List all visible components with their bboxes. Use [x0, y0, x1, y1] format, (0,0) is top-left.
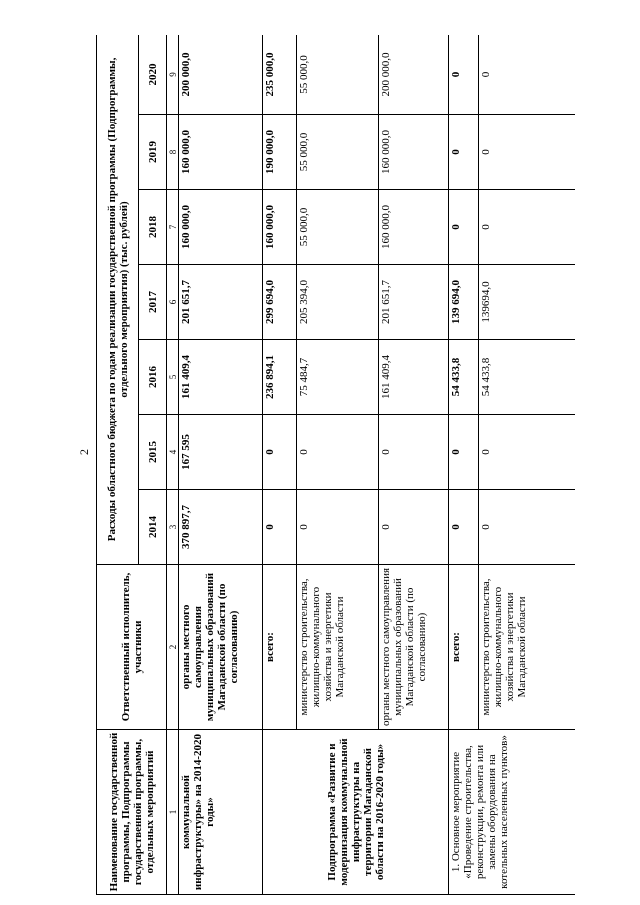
column-number: 7	[167, 190, 179, 265]
value-cell: 161 409,4	[179, 340, 263, 415]
program-name: коммунальной инфраструктуры» на 2014-2020 годы»	[179, 730, 263, 895]
header-expenses: Расходы областного бюджета по годам реализации государственной программы (Подпрограммы, отдельного мероприятия) (тыс. рублей)	[97, 35, 139, 565]
column-number: 3	[167, 490, 179, 565]
row-executor: органы местного самоуправления муниципальных образований Магаданской области (по согласованию)	[379, 565, 449, 730]
value-cell: 161 409,4	[379, 340, 449, 415]
row-executor: министерство строительства, жилищно-коммунального хозяйства и энергетики Магаданской области	[479, 565, 576, 730]
value-cell: 0	[479, 490, 576, 565]
event-name: 1. Основное мероприятие «Проведение строительства, реконструкции, ремонта или замены оборудования на котельных населенных пунктов»	[449, 730, 576, 895]
rotated-table-container	[96, 35, 575, 895]
value-cell: 55 000,0	[297, 190, 379, 265]
value-cell: 0	[479, 190, 576, 265]
value-cell: 160 000,0	[179, 190, 263, 265]
budget-table	[96, 35, 575, 895]
header-year: 2016	[139, 340, 167, 415]
value-cell: 55 000,0	[297, 35, 379, 115]
row-executor: всего:	[449, 565, 479, 730]
value-cell: 0	[379, 415, 449, 490]
value-cell: 160 000,0	[379, 115, 449, 190]
value-cell: 299 694,0	[263, 265, 297, 340]
value-cell: 0	[297, 415, 379, 490]
header-year: 2014	[139, 490, 167, 565]
program-executor: органы местного самоуправления муниципальных образований Магаданской области (по согласованию)	[179, 565, 263, 730]
value-cell: 0	[263, 490, 297, 565]
column-number: 8	[167, 115, 179, 190]
row-executor: всего:	[263, 565, 297, 730]
value-cell: 201 651,7	[379, 265, 449, 340]
column-number: 4	[167, 415, 179, 490]
value-cell: 160 000,0	[379, 190, 449, 265]
header-name: Наименование государственной программы, Подпрограммы государственной программы, отдельных мероприятий	[97, 730, 167, 895]
value-cell: 54 433,8	[449, 340, 479, 415]
header-executor: Ответственный исполнитель, участники	[97, 565, 167, 730]
value-cell: 160 000,0	[263, 190, 297, 265]
value-cell: 0	[449, 115, 479, 190]
value-cell: 55 000,0	[297, 115, 379, 190]
value-cell: 139 694,0	[449, 265, 479, 340]
value-cell: 0	[479, 35, 576, 115]
row-executor: министерство строительства, жилищно-коммунального хозяйства и энергетики Магаданской области	[297, 565, 379, 730]
value-cell: 0	[449, 490, 479, 565]
value-cell: 0	[479, 415, 576, 490]
column-numbers-row	[167, 35, 179, 895]
table-row-event-total	[449, 35, 479, 895]
column-number: 1	[167, 730, 179, 895]
value-cell: 370 897,7	[179, 490, 263, 565]
value-cell: 167 595	[179, 415, 263, 490]
value-cell: 205 394,0	[297, 265, 379, 340]
value-cell: 160 000,0	[179, 115, 263, 190]
value-cell: 0	[449, 415, 479, 490]
header-year: 2019	[139, 115, 167, 190]
column-number: 9	[167, 35, 179, 115]
page-number: 2	[77, 449, 91, 455]
header-year: 2015	[139, 415, 167, 490]
subprogram-name: Подпрограмма «Развитие и модернизация коммунальной инфраструктуры на территории Магаданской области на 2016-2020 годы»	[263, 730, 449, 895]
value-cell: 0	[449, 35, 479, 115]
value-cell: 0	[379, 490, 449, 565]
value-cell: 0	[449, 190, 479, 265]
value-cell: 201 651,7	[179, 265, 263, 340]
value-cell: 0	[479, 115, 576, 190]
value-cell: 200 000,0	[379, 35, 449, 115]
value-cell: 200 000,0	[179, 35, 263, 115]
value-cell: 139694,0	[479, 265, 576, 340]
header-year: 2017	[139, 265, 167, 340]
header-year: 2020	[139, 35, 167, 115]
value-cell: 190 000,0	[263, 115, 297, 190]
column-number: 2	[167, 565, 179, 730]
table-row-program	[179, 35, 263, 895]
value-cell: 54 433,8	[479, 340, 576, 415]
column-number: 5	[167, 340, 179, 415]
value-cell: 0	[263, 415, 297, 490]
column-number: 6	[167, 265, 179, 340]
header-year: 2018	[139, 190, 167, 265]
table-row-subprogram-total	[263, 35, 297, 895]
value-cell: 0	[297, 490, 379, 565]
value-cell: 235 000,0	[263, 35, 297, 115]
table-viewport	[96, 35, 575, 895]
value-cell: 75 484,7	[297, 340, 379, 415]
value-cell: 236 894,1	[263, 340, 297, 415]
